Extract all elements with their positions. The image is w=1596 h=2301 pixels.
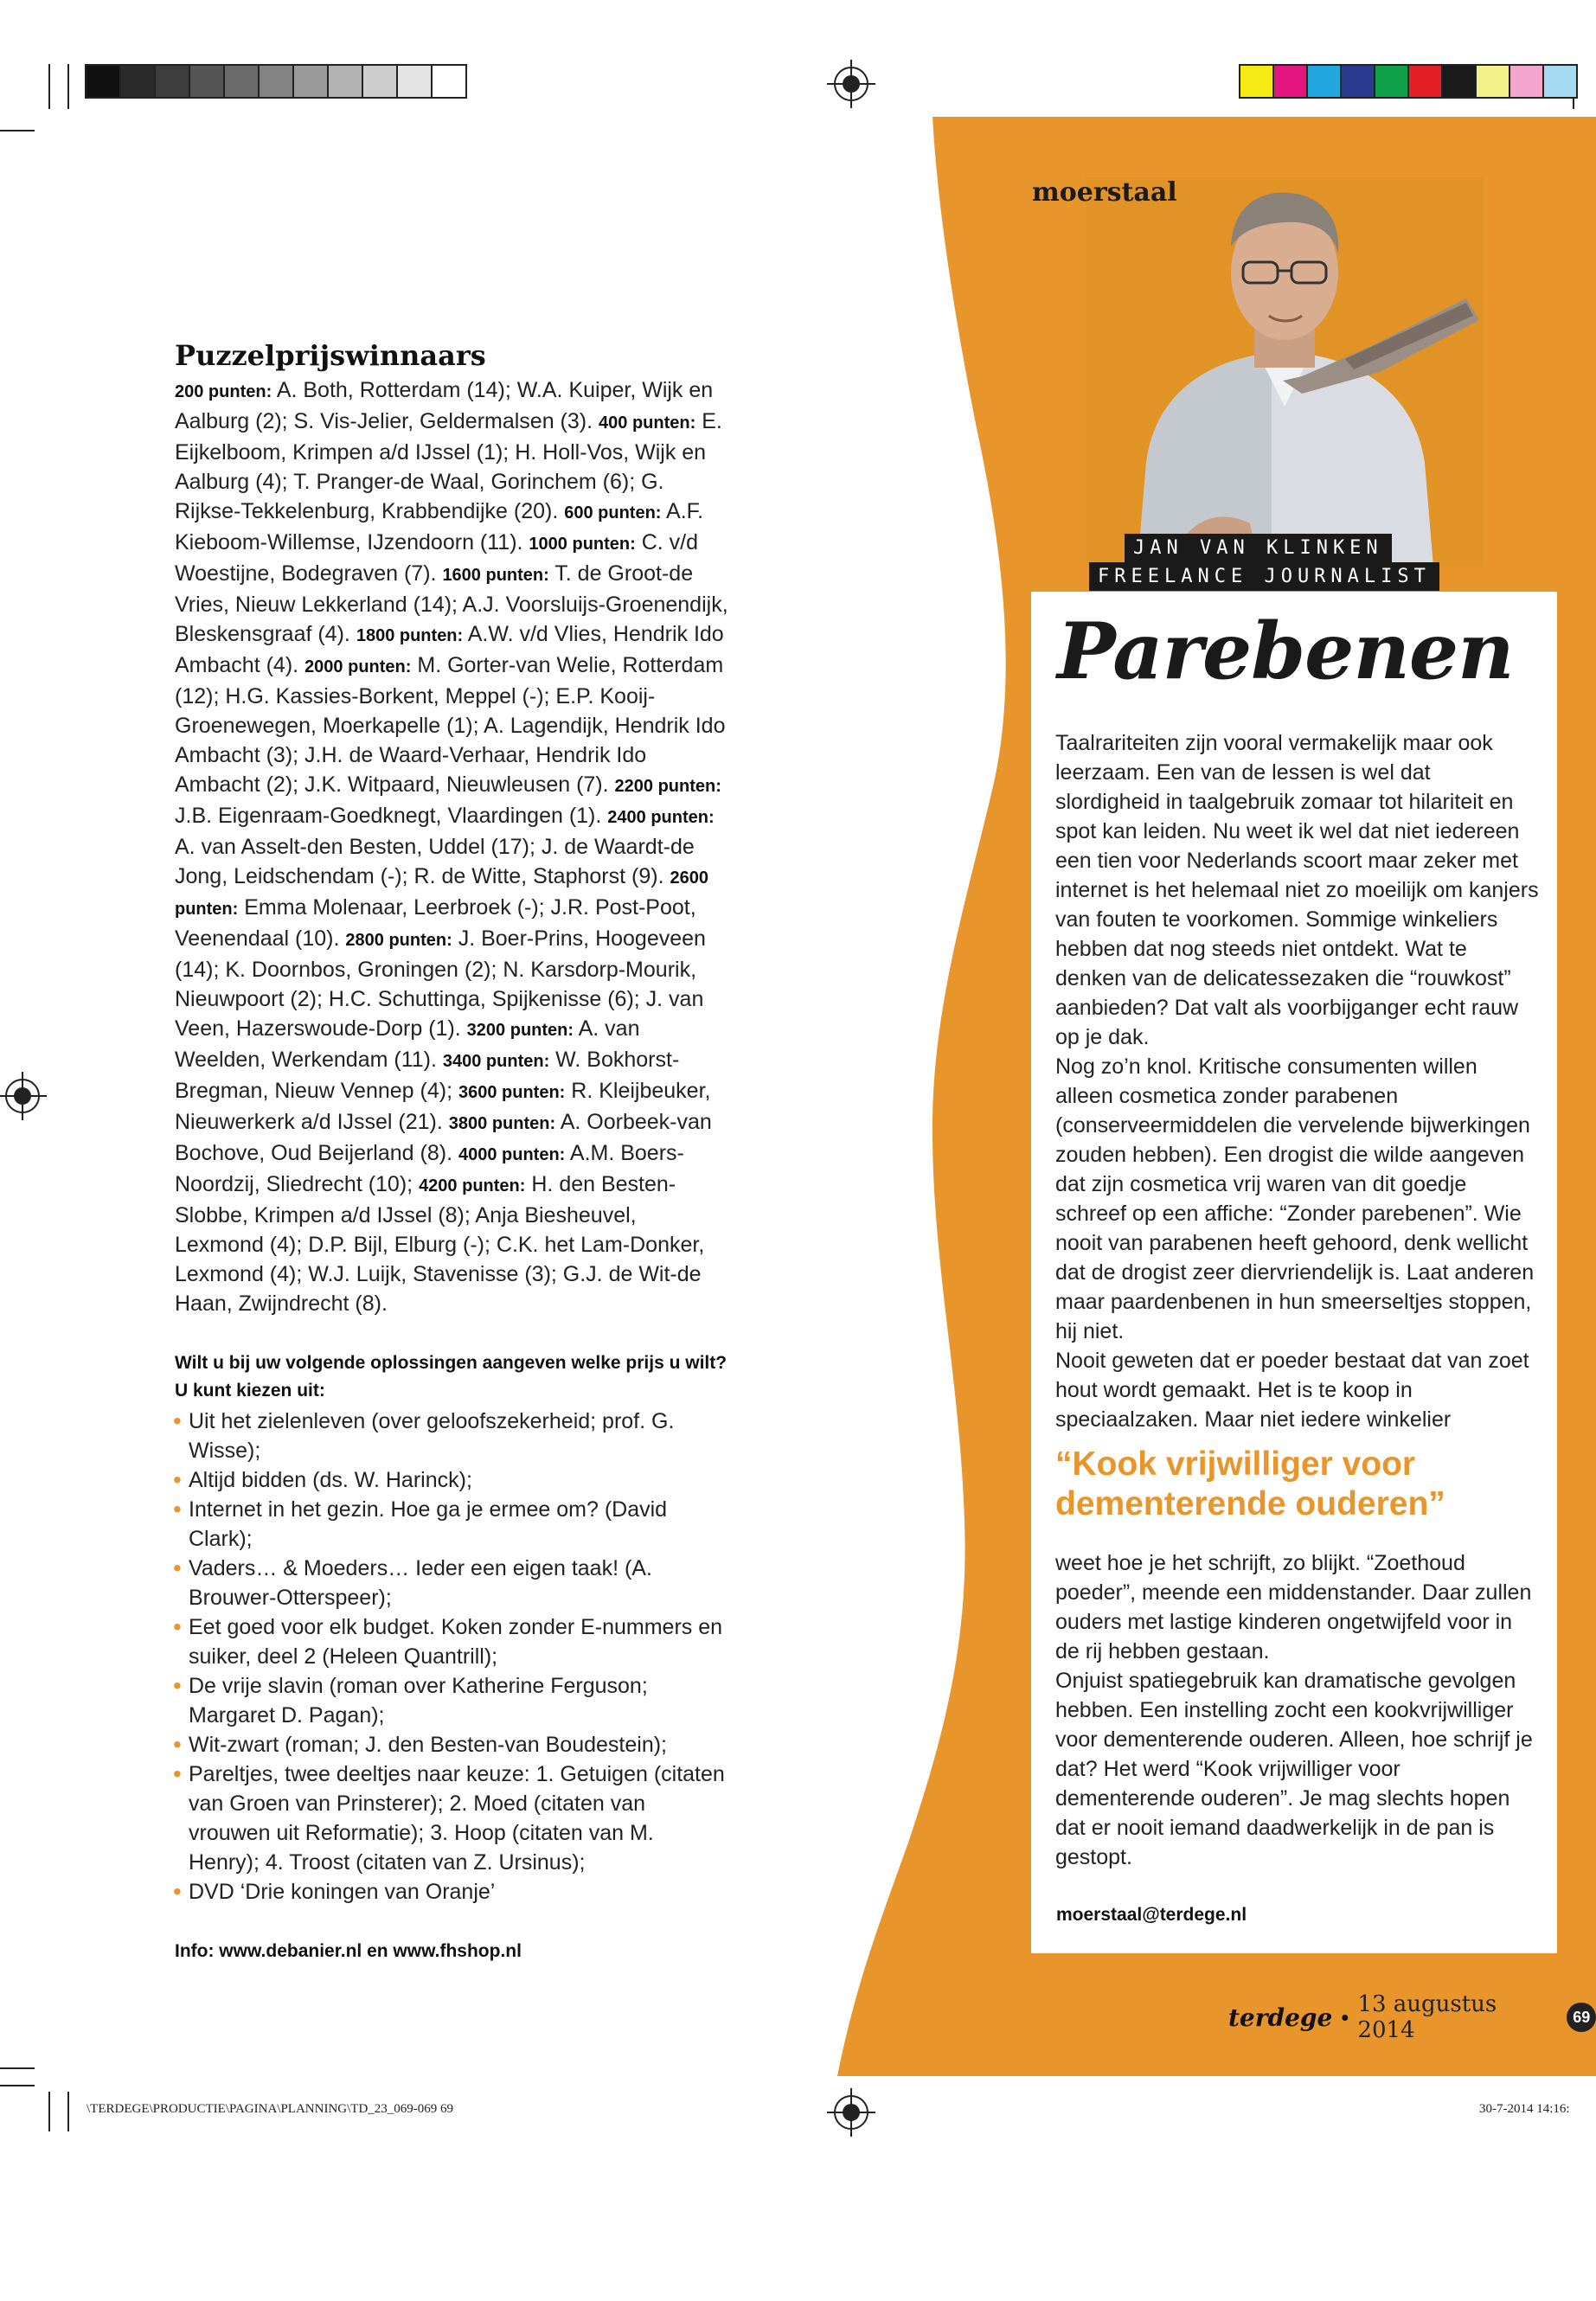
article-paragraph: weet hoe je het schrijft, zo blijkt. “Zoethoud poeder”, meende een middenstander. Daar zullen ouders met lastige kinderen ongetwijfeld voor in de rij hebben gestaan. (1055, 1551, 1532, 1663)
author-name: JAN VAN KLINKEN (1125, 534, 1392, 562)
points-label: 4200 punten: (419, 1176, 526, 1195)
issue-date: 13 augustus 2014 (1357, 1991, 1497, 2043)
puzzle-winners-title: Puzzelprijswinnaars (175, 339, 486, 372)
page-number: 69 (1567, 2003, 1596, 2032)
pull-quote: “Kook vrijwilliger voor dementerende ouderen” (1055, 1445, 1445, 1522)
author-role: FREELANCE JOURNALIST (1089, 562, 1439, 591)
winner-names: A. Both, Rotterdam (14); W.A. Kuiper, Wijk en Aalburg (2); S. Vis-Jelier, Geldermalsen (3). (175, 378, 714, 433)
article-body (1055, 728, 1540, 1434)
prize-item: • Altijd bidden (ds. W. Harinck); (175, 1465, 728, 1495)
prize-intro: Wilt u bij uw volgende oplossingen aangeven welke prijs u wilt? U kunt kiezen uit: (175, 1353, 727, 1400)
prize-item: • Eet goed voor elk budget. Koken zonder E-nummers en suiker, deel 2 (Heleen Quantrill); (175, 1612, 728, 1671)
footer-separator: • (1341, 2003, 1349, 2030)
print-slug-timestamp: 30-7-2014 14:16: (1479, 2102, 1570, 2116)
winner-names: J.B. Eigenraam-Goedknegt, Vlaardingen (1). (175, 804, 608, 828)
points-label: 1800 punten: (356, 626, 464, 645)
points-label: 3600 punten: (458, 1083, 566, 1102)
winner-names: C. v/d Woestijne, Bodegraven (7). (175, 530, 699, 586)
article-paragraph: Onjuist spatiegebruik kan dramatische gevolgen hebben. Een instelling zocht een kookvrijwilliger voor dementerende ouderen. Alleen, hoe schrijf je dat? Het werd “Kook vrijwilliger voor dementerende ouderen”. Je mag slechts hopen dat er nooit iemand daadwerkelijk in de pan is gestopt. (1055, 1669, 1533, 1869)
points-label: 400 punten: (599, 413, 696, 433)
prize-item: • Pareltjes, twee deeltjes naar keuze: 1. Getuigen (citaten van Groen van Prinsterer); 2. Moed (citaten van vrouwen uit Reformatie); 3. Hoop (citaten van M. Henry); 4. Troost (citaten van Z. Ursinus); (175, 1759, 728, 1877)
author-photo (1086, 177, 1484, 567)
page-footer (1228, 1991, 1596, 2043)
winner-names: A. Oorbeek-van Bochove, Oud Beijerland (8). (175, 1110, 712, 1165)
winners-paragraph (175, 375, 728, 1318)
winner-names: A. van Weelden, Werkendam (11). (175, 1016, 640, 1072)
prize-item: • Internet in het gezin. Hoe ga je ermee om? (David Clark); (175, 1495, 728, 1554)
article-paragraph: Nooit geweten dat er poeder bestaat dat van zoet hout wordt gemaakt. Het is te koop in speciaalzaken. Maar niet iedere winkelier (1055, 1349, 1529, 1432)
column-label: moerstaal (1032, 177, 1177, 208)
puzzle-winners-column (175, 339, 728, 1962)
points-label: 3200 punten: (466, 1021, 574, 1040)
magazine-brand: terdege (1228, 2003, 1333, 2032)
winner-names: A.M. Boers-Noordzij, Sliedrecht (10); (175, 1141, 684, 1196)
points-label: 2800 punten: (345, 931, 452, 950)
points-label: 1600 punten: (442, 566, 549, 585)
points-label: 3800 punten: (448, 1114, 556, 1133)
prize-item: • Wit-zwart (roman; J. den Besten-van Boudestein); (175, 1730, 728, 1759)
points-label: 200 punten: (175, 382, 272, 401)
prize-item: • Vaders… & Moeders… Ieder een eigen taak! (A. Brouwer-Otterspeer); (175, 1554, 728, 1612)
points-label: 4000 punten: (458, 1145, 566, 1164)
prize-item: • Uit het zielenleven (over geloofszekerheid; prof. G. Wisse); (175, 1407, 728, 1465)
winner-names: A. van Asselt-den Besten, Uddel (17); J. de Waardt-de Jong, Leidschendam (-); R. de Witte, Staphorst (9). (175, 835, 695, 888)
winner-names: A.W. v/d Vlies, Hendrik Ido Ambacht (4). (175, 622, 724, 677)
winner-names: J. Boer-Prins, Hoogeveen (14); K. Doornbos, Groningen (2); N. Karsdorp-Mourik, Nieuwpoort (2); H.C. Schuttinga, Spijkenisse (6); J. van Veen, Hazerswoude-Dorp (1). (175, 926, 706, 1041)
print-slug-path: \TERDEGE\PRODUCTIE\PAGINA\PLANNING\TD_23_069-069 69 (87, 2102, 454, 2116)
winner-names: Emma Molenaar, Leerbroek (-); J.R. Post-Poot, Veenendaal (10). (175, 895, 696, 951)
points-label: 600 punten: (564, 503, 662, 522)
points-label: 3400 punten: (442, 1052, 550, 1071)
article-body-continued (1055, 1548, 1540, 1872)
points-label: 2600 punten: (175, 868, 708, 919)
article-paragraph: Taalrariteiten zijn vooral vermakelijk maar ook leerzaam. Een van de lessen is wel dat slordigheid in taalgebruik zomaar tot hilariteit en spot kan leiden. Nu weet ik wel dat niet iedereen een tien voor Nederlands scoort maar zeker met internet is het helemaal niet zo moeilijk om kanjers van fouten te voorkomen. Sommige winkeliers hebben dat nog steeds niet ontdekt. Wat te denken van de delicatessezaken die “rouwkost” aanbieden? Dat valt als voorbijganger echt rauw op je dak. (1055, 731, 1539, 1049)
article-paragraph: Nog zo’n knol. Kritische consumenten willen alleen cosmetica zonder parabenen (conserveermiddelen die vervelende bijwerkingen zouden hebben). Een drogist die wilde aangeven dat zijn cosmetica vrij waren van dit goedje schreef op een affiche: “Zonder parebenen”. Wie nooit van parabenen heeft gehoord, denk wellicht dat de drogist zeer diervriendelijk is. Laat anderen maar paardenbenen in hun smeerseltjes stoppen, hij niet. (1055, 1054, 1535, 1343)
winner-names: M. Gorter-van Welie, Rotterdam (12); H.G. Kassies-Borkent, Meppel (-); E.P. Kooij-Groenewegen, Moerkapelle (1); A. Lagendijk, Hendrik Ido Ambacht (3); J.H. de Waard-Verhaar, Hendrik Ido Ambacht (2); J.K. Witpaard, Nieuwleusen (7). (175, 653, 726, 797)
points-label: 1000 punten: (529, 535, 636, 554)
prize-item: • DVD ‘Drie koningen van Oranje’ (175, 1877, 728, 1907)
column-email: moerstaal@terdege.nl (1056, 1905, 1247, 1925)
points-label: 2200 punten: (614, 777, 721, 796)
winner-names: W. Bokhorst-Bregman, Nieuw Vennep (4); (175, 1048, 680, 1103)
winner-names: A.F. Kieboom-Willemse, IJzendoorn (11). (175, 499, 704, 554)
winner-names: R. Kleijbeuker, Nieuwerkerk a/d IJssel (21). (175, 1079, 711, 1134)
winner-names: T. de Groot-de Vries, Nieuw Lekkerland (14); A.J. Voorsluijs-Groenendijk, Bleskensgraaf (4). (175, 561, 728, 646)
prize-item: • De vrije slavin (roman over Katherine Ferguson; Margaret D. Pagan); (175, 1671, 728, 1730)
winner-names: H. den Besten-Slobbe, Krimpen a/d IJssel (8); Anja Biesheuvel, Lexmond (4); D.P. Bijl, Elburg (-); C.K. het Lam-Donker, Lexmond (4); W.J. Luijk, Stavenisse (3); G.J. de Wit-de Haan, Zwijndrecht (8). (175, 1172, 705, 1316)
info-line: Info: www.debanier.nl en www.fhshop.nl (175, 1941, 522, 1961)
points-label: 2000 punten: (304, 657, 412, 676)
prize-list (175, 1407, 728, 1907)
points-label: 2400 punten: (607, 808, 715, 827)
winner-names: E. Eijkelboom, Krimpen a/d IJssel (1); H. Holl-Vos, Wijk en Aalburg (4); T. Pranger-de Waal, Gorinchem (6); G. Rijkse-Tekkelenburg, Krabbendijke (20). (175, 409, 722, 523)
article-heading: Parebenen (1057, 606, 1514, 697)
